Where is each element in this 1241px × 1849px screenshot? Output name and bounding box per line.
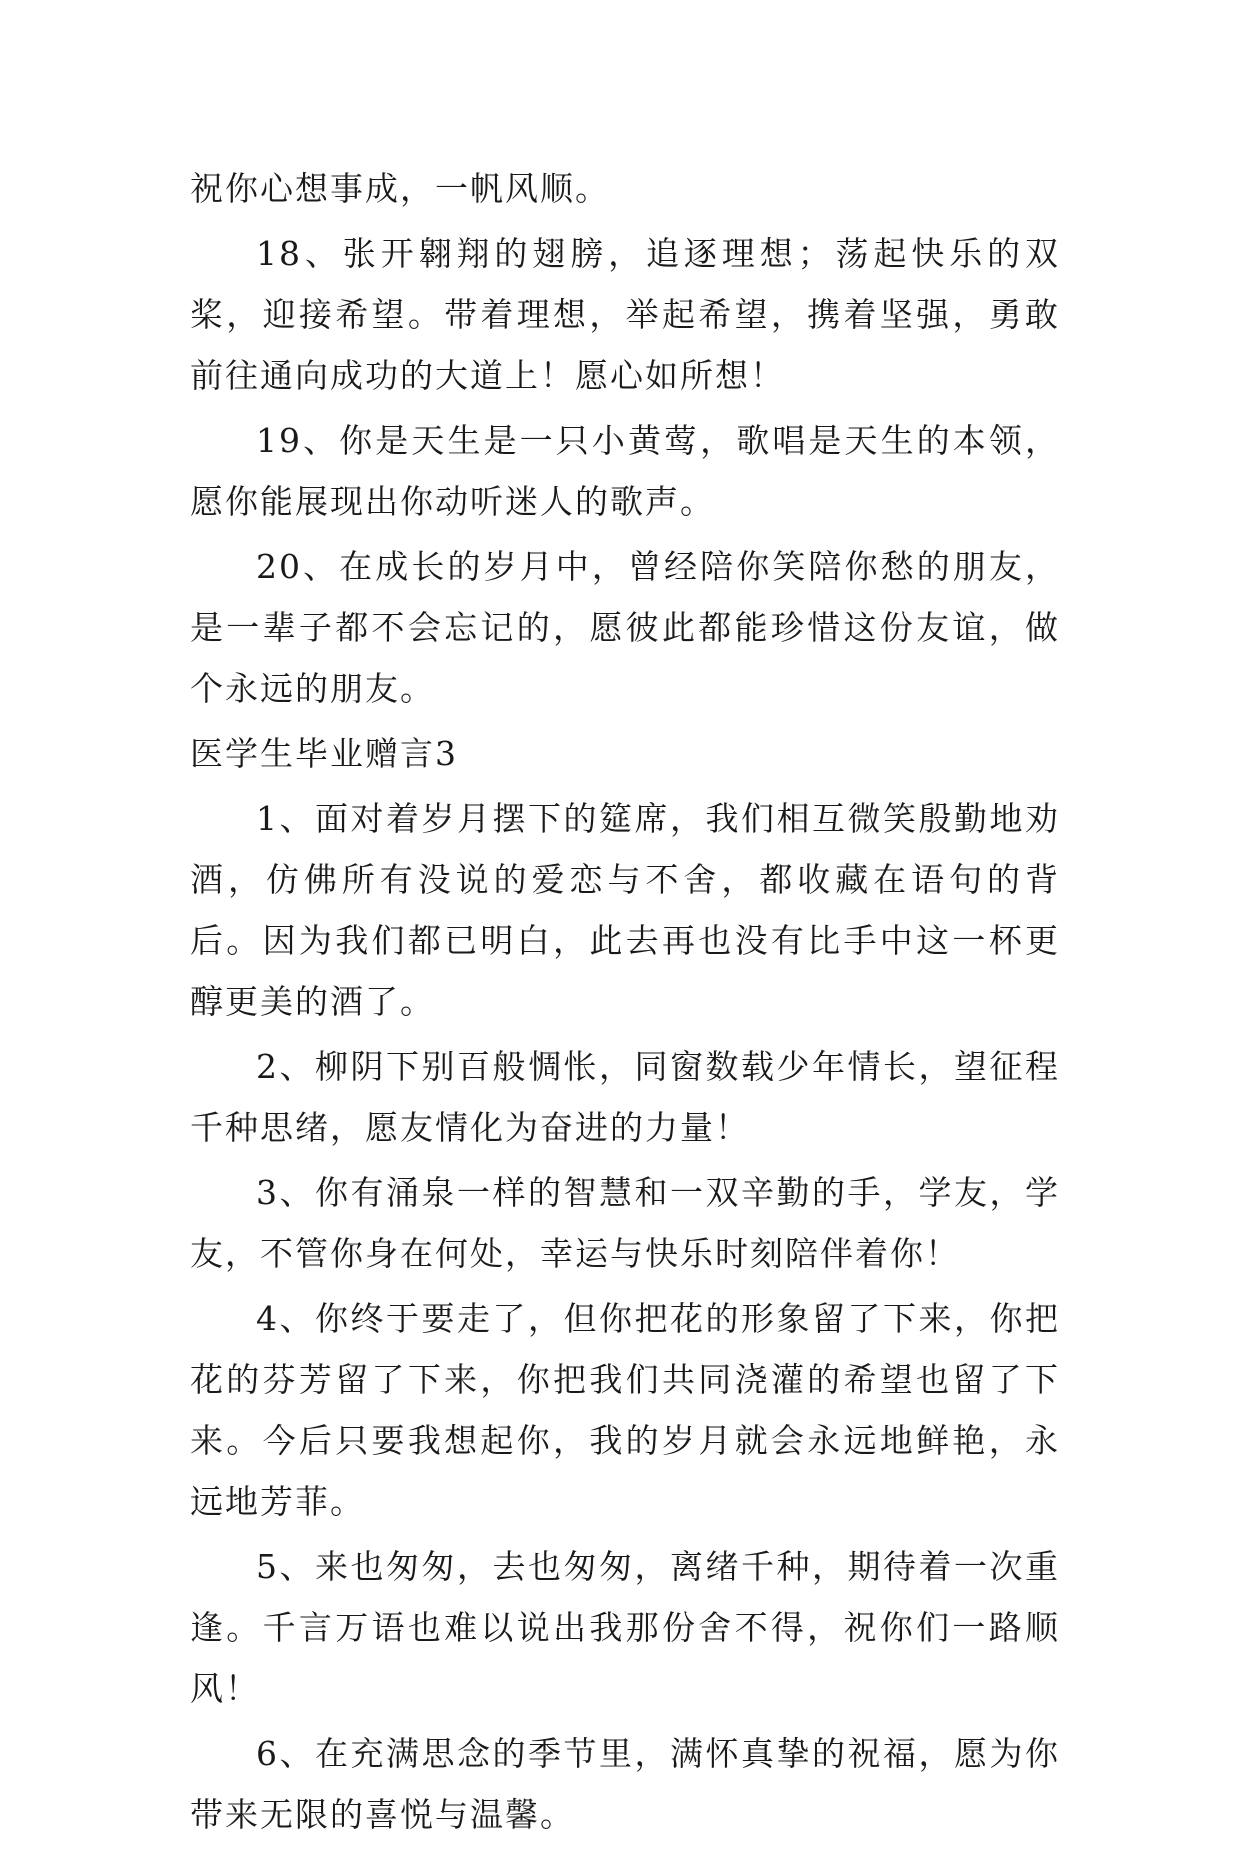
section-item-5: 5、来也匆匆，去也匆匆，离绪千种，期待着一次重逢。千言万语也难以说出我那份舍不得，祝你们一路顺风！ — [190, 1547, 1060, 1708]
section-item-6: 6、在充满思念的季节里，满怀真挚的祝福，愿为你带来无限的喜悦与温馨。 — [190, 1734, 1060, 1834]
paragraph-continuation: 祝你心想事成，一帆风顺。 — [190, 169, 610, 208]
paragraph-item-19: 19、你是天生是一只小黄莺，歌唱是天生的本领，愿你能展现出你动听迷人的歌声。 — [190, 421, 1060, 521]
section-item-2: 2、柳阴下别百般惆怅，同窗数载少年情长，望征程千种思绪，愿友情化为奋进的力量！ — [190, 1047, 1060, 1147]
section-heading: 医学生毕业赠言3 — [190, 734, 458, 773]
paragraph-item-18: 18、张开翱翔的翅膀，追逐理想；荡起快乐的双桨，迎接希望。带着理想，举起希望，携着坚强，勇敢前往通向成功的大道上！愿心如所想！ — [190, 234, 1060, 395]
section-item-4: 4、你终于要走了，但你把花的形象留了下来，你把花的芬芳留了下来，你把我们共同浇灌的希望也留了下来。今后只要我想起你，我的岁月就会永远地鲜艳，永远地芳菲。 — [190, 1299, 1060, 1521]
paragraph-item-20: 20、在成长的岁月中，曾经陪你笑陪你愁的朋友，是一辈子都不会忘记的，愿彼此都能珍惜这份友谊，做个永远的朋友。 — [190, 547, 1060, 708]
document-body — [190, 158, 1060, 1849]
section-item-3: 3、你有涌泉一样的智慧和一双辛勤的手，学友，学友，不管你身在何处，幸运与快乐时刻陪伴着你！ — [190, 1173, 1060, 1273]
section-item-1: 1、面对着岁月摆下的筵席，我们相互微笑殷勤地劝酒，仿佛所有没说的爱恋与不舍，都收藏在语句的背后。因为我们都已明白，此去再也没有比手中这一杯更醇更美的酒了。 — [190, 799, 1060, 1021]
